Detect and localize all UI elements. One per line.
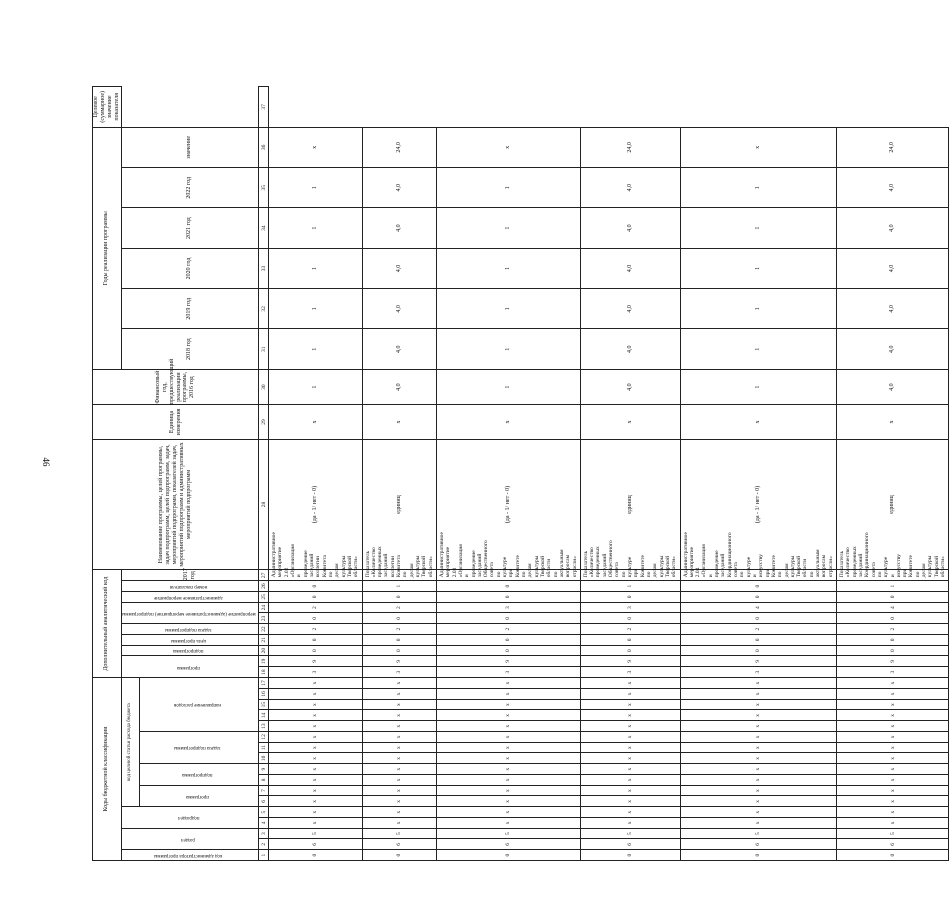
code-cell: х	[269, 796, 362, 807]
year-value-cell: 1	[680, 329, 837, 369]
year-value-cell: 1	[269, 248, 362, 288]
column-number: 21	[259, 635, 269, 646]
final-value-group-header: Целевое (суммарное) значение показателя	[93, 87, 122, 128]
year-value-cell: 4,0	[362, 168, 436, 208]
year-value-cell: 1	[680, 208, 837, 248]
rotated-page	[92, 86, 947, 861]
name-cell: Показатель «Количество проведенных заседаний Общественного совета по культуре при Комитете по делам культуры Тверской области»	[580, 570, 680, 581]
code-cell: х	[837, 689, 949, 700]
code-cell: х	[269, 721, 362, 732]
unit-cell: единиц	[580, 439, 680, 570]
code-cell: 6	[362, 839, 436, 850]
code-cell: 2	[362, 602, 436, 613]
code-cell: х	[837, 775, 949, 786]
code-cell: х	[837, 678, 949, 689]
code-cell: х	[837, 785, 949, 796]
code-cell: х	[580, 699, 680, 710]
code-cell: х	[680, 689, 837, 700]
code-cell: 0	[680, 850, 837, 861]
code-cell: 5	[269, 828, 362, 839]
column-number: 20	[259, 645, 269, 656]
year-value-cell: 1	[436, 248, 580, 288]
column-number: 11	[259, 742, 269, 753]
year-value-cell: 4,0	[580, 289, 680, 329]
column-number: 34	[259, 208, 269, 248]
year-value-cell: 4,0	[837, 208, 949, 248]
code-cell: 3	[680, 667, 837, 678]
code-cell: 0	[580, 592, 680, 603]
table-row	[580, 87, 680, 861]
expense-direction-header: направление расходов	[139, 678, 258, 732]
column-number: 7	[259, 785, 269, 796]
code-cell: х	[436, 710, 580, 721]
final-value-cell: 24,0	[580, 127, 680, 167]
code-cell: х	[362, 721, 436, 732]
subprogram-task-code-header: задача подпрограммы	[121, 624, 259, 635]
year-header: 2021 год	[121, 208, 259, 248]
name-cell: Показатель «Количество проведенных заседаний коллегии Комитета по делам культуры Тверской области»	[362, 570, 436, 581]
code-cell: х	[837, 710, 949, 721]
table-row	[837, 87, 949, 861]
code-cell: 0	[269, 645, 362, 656]
code-cell: 0	[436, 635, 580, 646]
code-cell: х	[837, 721, 949, 732]
year-value-cell: 4,0	[580, 369, 680, 404]
table-row	[269, 87, 362, 861]
column-number: 17	[259, 678, 269, 689]
year-value-cell: 4,0	[580, 168, 680, 208]
code-cell: х	[362, 753, 436, 764]
year-value-cell: 1	[436, 329, 580, 369]
code-cell: х	[580, 710, 680, 721]
table-row	[362, 87, 436, 861]
code-cell: х	[580, 818, 680, 829]
year-value-cell: 4,0	[362, 329, 436, 369]
code-cell: 2	[580, 624, 680, 635]
column-number: 15	[259, 699, 269, 710]
program-indicators-table	[92, 86, 949, 861]
year-value-cell: 4,0	[837, 289, 949, 329]
code-cell: 3	[580, 602, 680, 613]
code-cell: 2	[436, 624, 580, 635]
code-cell: 5	[362, 828, 436, 839]
column-number: 30	[259, 369, 269, 404]
column-number: 9	[259, 764, 269, 775]
code-cell: 0	[436, 645, 580, 656]
program-code-header: программа	[121, 656, 259, 678]
admin-code-header: код администратора программы	[121, 850, 259, 861]
code-cell: х	[362, 710, 436, 721]
code-cell: 5	[837, 828, 949, 839]
code-cell: х	[680, 742, 837, 753]
code-cell: 1	[837, 581, 949, 592]
year-value-cell: 4,0	[837, 168, 949, 208]
code-cell: 0	[362, 613, 436, 624]
code-cell: х	[362, 785, 436, 796]
code-cell: х	[436, 807, 580, 818]
code-cell: 5	[580, 828, 680, 839]
code-cell: х	[680, 764, 837, 775]
code-cell: 3	[269, 667, 362, 678]
final-value-cell: х	[680, 127, 837, 167]
code-cell: 0	[680, 645, 837, 656]
program-goal-header: цель программы	[121, 635, 259, 646]
year-value-cell: 1	[680, 248, 837, 288]
code-cell: х	[580, 742, 680, 753]
year-value-cell: 4,0	[837, 329, 949, 369]
column-number: 14	[259, 710, 269, 721]
year-value-cell: 1	[269, 329, 362, 369]
code-cell: х	[362, 689, 436, 700]
unit-cell: единиц	[837, 439, 949, 570]
code-cell: х	[680, 732, 837, 743]
code-cell: х	[837, 818, 949, 829]
column-number: 3	[259, 828, 269, 839]
code-cell: х	[680, 775, 837, 786]
code-cell: 0	[269, 613, 362, 624]
year-value-cell: 1	[269, 289, 362, 329]
program-table-area	[92, 86, 947, 861]
column-number: 4	[259, 818, 269, 829]
code-cell: х	[436, 753, 580, 764]
measure-header: мероприятие (административное мероприятие) подпрограммы	[121, 602, 259, 624]
unit-cell: (да - 1/ нет - 0)	[269, 439, 362, 570]
year-value-cell: 1	[680, 289, 837, 329]
base-year-column-header: Финансовый год, предшествующий реализации программы, 2016 год	[93, 369, 259, 404]
code-cell: х	[580, 732, 680, 743]
code-cell: 9	[837, 656, 949, 667]
code-cell: 0	[580, 645, 680, 656]
final-value-cell: х	[436, 127, 580, 167]
code-cell: х	[680, 678, 837, 689]
code-cell: х	[436, 742, 580, 753]
column-number: 35	[259, 168, 269, 208]
header-row-1	[93, 87, 122, 861]
code-cell: 3	[362, 667, 436, 678]
code-cell: х	[580, 678, 680, 689]
code-cell: х	[269, 764, 362, 775]
code-cell: 4	[837, 602, 949, 613]
code-cell: х	[269, 678, 362, 689]
code-cell: х	[680, 818, 837, 829]
kbk-group-header: Коды бюджетной классификации	[93, 678, 122, 861]
table-row	[436, 87, 580, 861]
year-value-cell: 4,0	[580, 248, 680, 288]
code-cell: х	[680, 796, 837, 807]
final-value-cell: 24,0	[837, 127, 949, 167]
year-header: 2018 год	[121, 329, 259, 369]
column-number: 6	[259, 796, 269, 807]
year-value-cell: 1	[436, 289, 580, 329]
code-cell: 9	[580, 656, 680, 667]
code-cell: 0	[837, 850, 949, 861]
column-number: 28	[259, 439, 269, 570]
code-cell: 0	[837, 613, 949, 624]
year-header: 2022 год	[121, 168, 259, 208]
code-cell: х	[362, 699, 436, 710]
code-cell: 6	[680, 839, 837, 850]
year-value-cell: 1	[269, 208, 362, 248]
code-cell: 0	[436, 592, 580, 603]
column-number: 5	[259, 807, 269, 818]
code-cell: х	[680, 721, 837, 732]
page-number: 46	[41, 457, 51, 467]
code-cell: х	[269, 785, 362, 796]
code-cell: 0	[680, 635, 837, 646]
code-cell: 6	[837, 839, 949, 850]
year-value-cell: 1	[436, 168, 580, 208]
year-value-cell: 4,0	[580, 329, 680, 369]
code-cell: х	[680, 699, 837, 710]
code-cell: 9	[680, 656, 837, 667]
column-number: 36	[259, 127, 269, 167]
year-header: 2020 год	[121, 248, 259, 288]
code-cell: х	[269, 689, 362, 700]
code-cell: 0	[269, 635, 362, 646]
code-cell: х	[680, 785, 837, 796]
code-cell: х	[362, 818, 436, 829]
code-cell: х	[436, 796, 580, 807]
column-number: 32	[259, 289, 269, 329]
code-cell: 2	[837, 624, 949, 635]
column-number: 18	[259, 667, 269, 678]
year-value-cell: 4,0	[362, 289, 436, 329]
year-value-cell: 4,0	[837, 369, 949, 404]
code-cell: х	[436, 721, 580, 732]
code-cell: 0	[680, 581, 837, 592]
column-number: 22	[259, 624, 269, 635]
column-number: 13	[259, 721, 269, 732]
code-cell: х	[436, 775, 580, 786]
code-cell: х	[837, 732, 949, 743]
code-cell: х	[362, 678, 436, 689]
program-header: программа	[139, 785, 258, 807]
year-header: 2019 год	[121, 289, 259, 329]
code-cell: 6	[269, 839, 362, 850]
code-cell: 0	[436, 581, 580, 592]
year-value-cell: 1	[269, 168, 362, 208]
column-numbers-row	[259, 87, 269, 861]
code-cell: 0	[269, 592, 362, 603]
column-number: 10	[259, 753, 269, 764]
code-cell: х	[837, 796, 949, 807]
code-cell: 9	[269, 656, 362, 667]
year-value-cell: 4,0	[362, 369, 436, 404]
code-cell: 0	[580, 635, 680, 646]
subprogram-task-header: задача подпрограммы	[139, 732, 258, 764]
code-cell: х	[580, 764, 680, 775]
base-year-cell: х	[269, 405, 362, 439]
code-cell: 0	[837, 635, 949, 646]
code-cell: 0	[680, 613, 837, 624]
code-cell: 0	[362, 635, 436, 646]
code-cell: 0	[837, 592, 949, 603]
year-value-cell: 1	[269, 369, 362, 404]
code-cell: х	[580, 689, 680, 700]
code-cell: 3	[837, 667, 949, 678]
column-number: 33	[259, 248, 269, 288]
column-number: 16	[259, 689, 269, 700]
year-value-cell: 1	[436, 208, 580, 248]
column-number: 37	[259, 87, 269, 128]
code-cell: х	[580, 753, 680, 764]
code-cell: х	[269, 775, 362, 786]
code-cell: 0	[362, 592, 436, 603]
target-article-group-header: код целевой статьи расхода бюджета	[121, 678, 139, 807]
code-cell: х	[580, 721, 680, 732]
code-cell: х	[436, 764, 580, 775]
subprogram-header: подпрограмма	[139, 764, 258, 786]
years-group-header: Годы реализации программы	[93, 127, 122, 369]
code-cell: 2	[269, 624, 362, 635]
unit-cell: единиц	[362, 439, 436, 570]
code-cell: 0	[269, 850, 362, 861]
code-cell: 0	[269, 581, 362, 592]
code-cell: х	[680, 753, 837, 764]
year-value-cell: 4,0	[362, 208, 436, 248]
code-cell: 0	[436, 850, 580, 861]
code-cell: х	[436, 785, 580, 796]
code-cell: х	[580, 785, 680, 796]
column-number: 24	[259, 602, 269, 613]
column-number: 25	[259, 592, 269, 603]
code-cell: 1	[362, 581, 436, 592]
code-cell: 0	[680, 592, 837, 603]
code-cell: х	[580, 796, 680, 807]
indicator-number-header: номер показателя	[121, 581, 259, 592]
column-number: 29	[259, 405, 269, 439]
code-cell: 3	[436, 602, 580, 613]
code-cell: х	[580, 807, 680, 818]
table-row	[680, 87, 837, 861]
code-cell: х	[362, 775, 436, 786]
code-cell: 1	[580, 581, 680, 592]
code-cell: х	[837, 742, 949, 753]
code-cell: 6	[436, 839, 580, 850]
code-cell: х	[436, 689, 580, 700]
year-value-cell: 1	[436, 369, 580, 404]
code-cell: х	[680, 710, 837, 721]
code-cell: х	[362, 742, 436, 753]
code-cell: 2	[680, 624, 837, 635]
section-header: раздел	[121, 828, 259, 850]
code-cell: 6	[580, 839, 680, 850]
unit-cell: (да - 1/ нет - 0)	[680, 439, 837, 570]
code-cell: 9	[362, 656, 436, 667]
code-cell: х	[837, 764, 949, 775]
code-cell: х	[837, 753, 949, 764]
column-number: 26	[259, 581, 269, 592]
code-cell: х	[680, 807, 837, 818]
year-value-cell: 4,0	[362, 248, 436, 288]
code-cell: 0	[580, 613, 680, 624]
year-header: 2017 год	[121, 570, 259, 581]
code-cell: 0	[362, 850, 436, 861]
code-cell: 3	[436, 667, 580, 678]
code-cell: 0	[580, 850, 680, 861]
code-cell: х	[269, 710, 362, 721]
code-cell: х	[580, 775, 680, 786]
code-cell: х	[269, 732, 362, 743]
name-cell: Показатель «Количество проведенных заседаний Координационного совета по культуре и искусству при Комитете по делам культуры Тверской области»	[837, 570, 949, 581]
name-cell: Административное мероприятие 2.02 «Организация и проведение заседаний коллегии Комитета по делам культуры Тверской области»	[269, 570, 362, 581]
code-cell: 9	[436, 656, 580, 667]
code-cell: х	[269, 699, 362, 710]
code-cell: 5	[680, 828, 837, 839]
base-year-cell: х	[837, 405, 949, 439]
name-cell: Административное мероприятие 2.03 «Организация и проведение заседаний Общественного совета по культуре при Комитете по делам культуры Тверской области по актуальным вопросам отрасли»	[436, 570, 580, 581]
year-value-cell: 1	[680, 168, 837, 208]
code-cell: х	[362, 796, 436, 807]
name-cell: Административное мероприятие 2.04 «Организация и проведение заседаний Координационного совета по культуре и искусству при Комитете по делам культуры Тверской области по актуальным вопросам отрасли»	[680, 570, 837, 581]
year-value-cell: 4,0	[837, 248, 949, 288]
code-cell: 5	[436, 828, 580, 839]
subprogram-code-header: подпрограмма	[121, 645, 259, 656]
code-cell: 0	[837, 645, 949, 656]
column-number: 19	[259, 656, 269, 667]
code-cell: 2	[269, 602, 362, 613]
code-cell: х	[269, 807, 362, 818]
column-number: 1	[259, 850, 269, 861]
name-column-header: Наименование программы, целей программы, задач подпрограмм, целей подпрограмм, задач, мероприятий подпрограмм, показателей задач, мероприятий подпрограмм и административных мероприятий подпрограмм	[93, 439, 259, 570]
code-cell: х	[436, 678, 580, 689]
code-cell: 4	[680, 602, 837, 613]
code-cell: х	[837, 807, 949, 818]
code-cell: х	[269, 753, 362, 764]
code-cell: х	[362, 807, 436, 818]
base-year-cell: х	[436, 405, 580, 439]
year-value-cell: 1	[680, 369, 837, 404]
code-cell: х	[837, 699, 949, 710]
column-number: 27	[259, 570, 269, 581]
column-number: 12	[259, 732, 269, 743]
unit-cell: (да - 1/ нет - 0)	[436, 439, 580, 570]
column-number: 23	[259, 613, 269, 624]
code-cell: х	[436, 699, 580, 710]
admin-measure-header: административное мероприятие	[121, 592, 259, 603]
base-year-cell: х	[680, 405, 837, 439]
code-cell: х	[362, 732, 436, 743]
code-cell: х	[436, 818, 580, 829]
additional-code-group-header: Дополнительный аналитический код	[93, 570, 122, 678]
subsection-header: подраздел	[121, 807, 259, 829]
base-year-cell: х	[580, 405, 680, 439]
code-cell: 0	[436, 613, 580, 624]
code-cell: 0	[362, 645, 436, 656]
code-cell: х	[436, 732, 580, 743]
column-number: 8	[259, 775, 269, 786]
code-cell: 2	[362, 624, 436, 635]
column-number: 2	[259, 839, 269, 850]
unit-column-header: Единица измерения	[93, 405, 259, 439]
code-cell: 3	[580, 667, 680, 678]
base-year-cell: х	[362, 405, 436, 439]
final-value-cell: х	[269, 127, 362, 167]
code-cell: х	[269, 742, 362, 753]
code-cell: х	[269, 818, 362, 829]
year-value-cell: 4,0	[580, 208, 680, 248]
final-value-cell: 24,0	[362, 127, 436, 167]
code-cell: х	[362, 764, 436, 775]
value-column-header: значение	[121, 127, 259, 167]
column-number: 31	[259, 329, 269, 369]
